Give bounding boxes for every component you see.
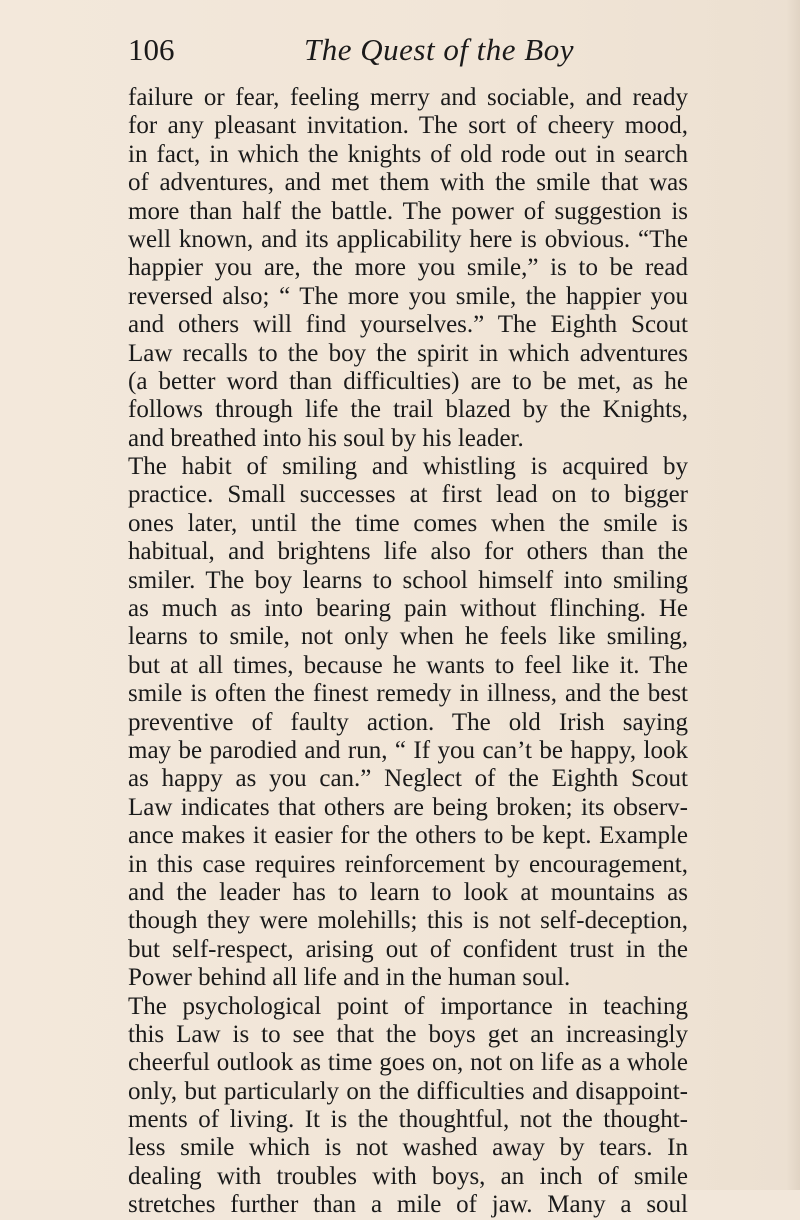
- text-line: as much as into bearing pain without flinching. He: [128, 595, 688, 623]
- text-line: more than half the battle. The power of suggestion is: [128, 197, 688, 225]
- text-line: only, but particularly on the difficulties and disappoint-: [128, 1077, 688, 1105]
- text-line: but at all times, because he wants to feel like it. The: [128, 651, 688, 679]
- text-line: ments of living. It is the thoughtful, not the thought-: [128, 1106, 688, 1134]
- text-line: ance makes it easier for the others to be kept. Example: [128, 822, 688, 850]
- text-line: but self-respect, arising out of confident trust in the: [128, 935, 688, 963]
- text-line: reversed also; “ The more you smile, the happier you: [128, 282, 688, 310]
- text-line: follows through life the trail blazed by the Knights,: [128, 396, 688, 424]
- text-line: less smile which is not washed away by tears. In: [128, 1134, 688, 1162]
- text-line: and breathed into his soul by his leader.: [128, 424, 524, 452]
- text-line: (a better word than difficulties) are to be met, as he: [128, 367, 688, 395]
- text-line: happier you are, the more you smile,” is to be read: [128, 254, 688, 282]
- text-line: practice. Small successes at first lead on to bigger: [128, 481, 688, 509]
- text-line: preventive of faulty action. The old Irish saying: [128, 708, 688, 736]
- text-line: this Law is to see that the boys get an increasingly: [128, 1020, 688, 1048]
- text-line: Power behind all life and in the human soul.: [128, 964, 571, 992]
- text-line: smiler. The boy learns to school himself into smiling: [128, 566, 688, 594]
- text-line: Law indicates that others are being broken; its observ-: [128, 793, 688, 821]
- text-line: dealing with troubles with boys, an inch of smile: [128, 1162, 688, 1190]
- text-line: though they were molehills; this is not self-deception,: [128, 907, 688, 935]
- text-line: for any pleasant invitation. The sort of cheery mood,: [128, 112, 688, 140]
- text-line: smile is often the finest remedy in illness, and the best: [128, 680, 688, 708]
- text-line: in this case requires reinforcement by encouragement,: [128, 850, 688, 878]
- text-line: cheerful outlook as time goes on, not on life as a whole: [128, 1049, 688, 1077]
- text-line: and the leader has to learn to look at mountains as: [128, 878, 688, 906]
- text-line: in fact, in which the knights of old rode out in search: [128, 140, 688, 168]
- text-line: as happy as you can.” Neglect of the Eighth Scout: [128, 765, 688, 793]
- text-line: stretches further than a mile of jaw. Many a soul: [128, 1191, 688, 1219]
- text-line: The psychological point of importance in teaching: [128, 992, 688, 1020]
- text-line: well known, and its applicability here is obvious. “The: [128, 225, 688, 253]
- text-line: The habit of smiling and whistling is acquired by: [128, 453, 688, 481]
- text-line: of adventures, and met them with the smile that was: [128, 169, 688, 197]
- text-line: and others will find yourselves.” The Eighth Scout: [128, 311, 688, 339]
- text-line: Law recalls to the boy the spirit in which adventures: [128, 339, 688, 367]
- page-number: 106: [128, 32, 175, 67]
- text-line: failure or fear, feeling merry and sociable, and ready: [128, 84, 688, 111]
- text-line: may be parodied and run, “ If you can’t be happy, look: [128, 736, 688, 764]
- body-text: [128, 84, 688, 1220]
- page-header: [128, 30, 688, 74]
- text-line: ones later, until the time comes when the smile is: [128, 509, 688, 537]
- running-title: The Quest of the Boy: [304, 32, 575, 67]
- text-line: learns to smile, not only when he feels like smiling,: [128, 623, 688, 651]
- text-line: habitual, and brightens life also for others than the: [128, 538, 688, 566]
